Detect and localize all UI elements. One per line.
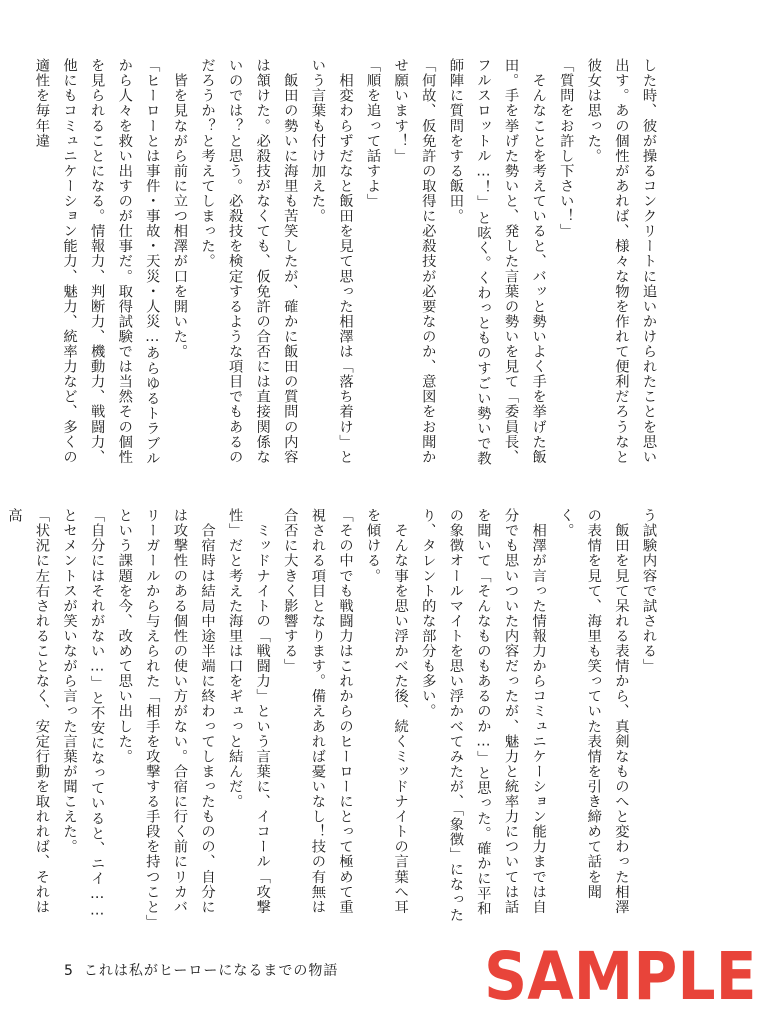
paragraph: 「自分にはそれがない…」と不安になっていると、ニイ……とセメントスが笑いながら言った言葉が聞こえた。 (61, 508, 106, 920)
page-number: 5 (64, 963, 74, 979)
paragraph: 「ヒーローとは事件・事故・天災・人災…あらゆるトラブルから人々を救い出すのが仕事だ。取得試験では当然その個性を見られることになる。情報力、判断力、機動力、戦闘力、他にもコミュニケーション能力、魅力、統率力など、多くの適性を毎年違 (33, 58, 161, 467)
paragraph: 「質問をお許し下さい！」 (558, 58, 575, 239)
paragraph: した時、彼が操るコンクリートに追いかけられたことを思い出す。あの個性があれば、様々な物を作れて便利だろうなと彼女は思った。 (585, 58, 657, 465)
paragraph: 飯田を見て呆れる表情から、真剣なものへと変わった相澤の表情を見て、海里も笑っていた表情を引き締めて話を聞く。 (558, 508, 630, 915)
text-block-bottom (6, 508, 662, 926)
text-block-top (33, 58, 662, 476)
paragraph: そんなことを考えていると、バッと勢いよく手を挙げた飯田。手を挙げた勢いと、発した言葉の勢いを見て「委員長、フルスロットル…！」と呟く。くわっとものすごい勢いで教師陣に質問をする飯田。 (447, 58, 547, 467)
paragraph: 「状況に左右されることなく、安定行動を取れれば、それは高 (6, 508, 50, 915)
paragraph: 飯田の勢いに海里も苦笑したが、確かに飯田の質問の内容は頷けた。必殺技がなくても、仮免許の合否には直接関係ないのでは？と思う。必殺技を検定するような項目でもあるのだろうか？と考えてしまった。 (199, 58, 299, 465)
paragraph: う試験内容で試される」 (641, 508, 657, 674)
paragraph: 相澤が言った情報力からコミュニケーション能力までは自分でも思いついた内容だったが、魅力と統率力については話を聞いて「そんなものもあるのか…」と思った。確かに平和の象徴オールマイトを思い浮かべてみたが、「象徴」になったり、タレント的な部分も多い。 (420, 508, 547, 923)
book-title: これは私がヒーローになるまでの物語 (83, 963, 339, 979)
sample-stamp: SAMPLE (484, 938, 757, 1016)
paragraph: ミッドナイトの「戦闘力」という言葉に、イコール「攻撃性」だと考えた海里は口をギュっと結んだ。 (227, 508, 271, 915)
paragraph: そんな事を思い浮かべた後、続くミッドナイトの言葉へ耳を傾ける。 (365, 508, 409, 915)
paragraph: 「順を追って話すよ」 (365, 58, 382, 209)
paragraph: 「何故、仮免許の取得に必殺技が必要なのか、意図をお聞かせ願います！」 (392, 58, 437, 465)
page-footer (64, 960, 338, 980)
paragraph: 皆を見ながら前に立つ相澤が口を開いた。 (171, 58, 188, 359)
paragraph: 相変わらずだなと飯田を見て思った相澤は「落ち着け」という言葉も付け加えた。 (309, 58, 354, 465)
paragraph: 「その中でも戦闘力はこれからのヒーローにとって極めて重視される項目となります。備えあれば憂いなし！技の有無は合否に大きく影響する」 (282, 508, 354, 915)
paragraph: 合宿時は結局中途半端に終わってしまったものの、自分には攻撃性のある個性の使い方がない。合宿に行く前にリカバリーガールから与えられた「相手を攻撃する手段を持つこと」という課題を今、改めて思い出した。 (116, 508, 216, 923)
